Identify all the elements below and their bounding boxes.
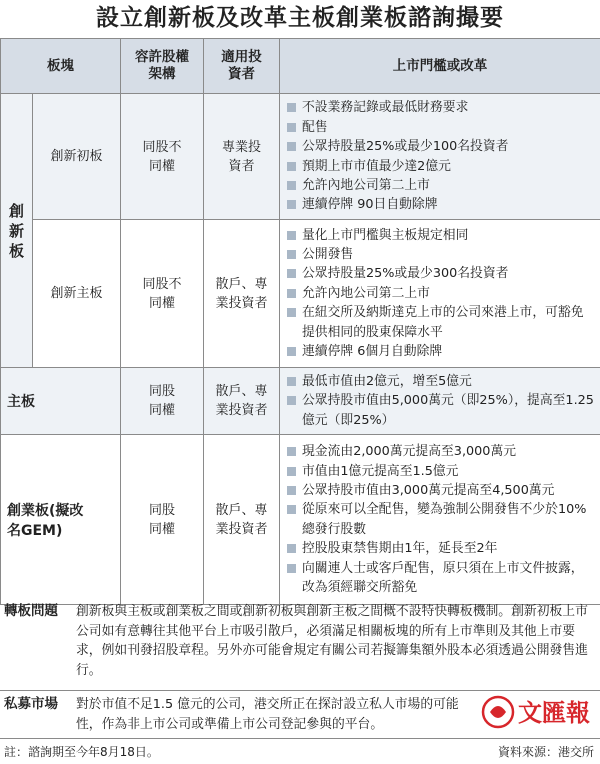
mainboard-reform [280, 368, 600, 435]
reform-item [286, 98, 594, 117]
reform-item [286, 391, 594, 430]
square-bullet-icon [287, 269, 296, 278]
reform-item-text: 量化上市門檻與主板規定相同 [302, 227, 469, 243]
square-bullet-icon [287, 142, 296, 151]
innovation-initial-reform [280, 94, 600, 220]
table-header-row [1, 39, 600, 94]
footer-source: 資料來源：港交所 [497, 745, 594, 759]
reform-item-text: 允許內地公司第二上市 [302, 285, 430, 301]
reform-item-text: 連續停牌 6個月自動除牌 [302, 344, 443, 360]
reform-item-text: 現金流由2,000萬元提高至3,000萬元 [302, 444, 517, 460]
table-row [1, 220, 600, 368]
square-bullet-icon [287, 162, 296, 171]
header-investors: 適用投資者 [204, 39, 280, 94]
reform-item [286, 226, 594, 245]
square-bullet-icon [287, 347, 296, 356]
header-reform: 上市門檻或改革 [280, 39, 600, 94]
logo-text: 文匯報 [518, 698, 590, 727]
reform-item [286, 303, 594, 342]
reform-item-text: 向關連人士或客戶配售，原只須在上市文件披露，改為須經聯交所豁免 [302, 560, 584, 595]
innovation-main-investors: 散戶、專業投資者 [204, 220, 280, 368]
transfer-label: 轉板問題 [4, 603, 58, 619]
reform-item [286, 137, 594, 156]
table-row [1, 368, 600, 435]
reform-item-text: 控股股東禁售期由1年，延長至2年 [302, 541, 498, 557]
reform-item [286, 559, 594, 598]
footer [0, 740, 600, 764]
mainboard-investors: 散戶、專業投資者 [204, 368, 280, 435]
page-title: 設立創新板及改革主板創業板諮詢撮要 [96, 5, 504, 31]
innovation-main-wvr: 同股不同權 [121, 220, 204, 368]
divider [0, 738, 600, 739]
square-bullet-icon [287, 544, 296, 553]
reform-list [280, 222, 600, 366]
reform-item-text: 不設業務記錄或最低財務要求 [302, 100, 469, 116]
square-bullet-icon [287, 123, 296, 132]
reform-item [286, 442, 594, 461]
header-wvr: 容許股權架構 [121, 39, 204, 94]
reform-item [286, 284, 594, 303]
private-text: 對於市值不足1.5 億元的公司，港交所正在探討設立私人市場的可能性，作為非上市公司或準備上市公司登記參與的平台。 [76, 697, 459, 732]
reform-item-text: 公眾持股市值由3,000萬元提高至4,500萬元 [302, 482, 555, 498]
private-label: 私募市場 [4, 696, 58, 712]
reform-item-text: 公眾持股量25%或最少100名投資者 [302, 139, 509, 155]
square-bullet-icon [287, 396, 296, 405]
square-bullet-icon [287, 308, 296, 317]
square-bullet-icon [287, 181, 296, 190]
header-board: 板塊 [1, 39, 121, 94]
reform-item [286, 157, 594, 176]
square-bullet-icon [287, 231, 296, 240]
reform-item-text: 公開發售 [302, 246, 354, 262]
table-row [1, 435, 600, 605]
reform-item-text: 最低市值由2億元，增至5億元 [302, 374, 472, 389]
square-bullet-icon [287, 200, 296, 209]
reform-item [286, 245, 594, 264]
square-bullet-icon [287, 377, 296, 386]
reform-item-text: 配售 [302, 119, 328, 135]
reform-item [286, 481, 594, 500]
square-bullet-icon [287, 103, 296, 112]
gem-investors: 散戶、專業投資者 [204, 435, 280, 605]
innovation-initial-wvr: 同股不同權 [121, 94, 204, 220]
gem-wvr: 同股同權 [121, 435, 204, 605]
reform-item [286, 176, 594, 195]
gem-reform [280, 435, 600, 605]
reform-list [280, 368, 600, 434]
innovation-board-label: 創新板 [1, 94, 33, 368]
divider [0, 690, 600, 691]
square-bullet-icon [287, 289, 296, 298]
footer-note: 註：諮詢期至今年8月18日。 [4, 745, 159, 759]
reform-item-text: 在紐交所及納斯達克上市的公司來港上市，可豁免提供相同的股東保障水平 [302, 305, 584, 340]
mainboard-wvr: 同股同權 [121, 368, 204, 435]
square-bullet-icon [287, 447, 296, 456]
reform-list [280, 438, 600, 601]
reform-item [286, 118, 594, 137]
reform-item [286, 195, 594, 214]
summary-table [0, 38, 600, 605]
transfer-text: 創新板與主板或創業板之間或創新初板與創新主板之間概不設特快轉板機制。創新初板上市公司如有意轉往其他平台上市吸引散戶，必須滿足相關板塊的所有上市準則及其他上市要求，例如刊發招股章程。另外亦可能會規定有關公司若擬籌集額外股本必須透過公開發售進行。 [76, 604, 588, 678]
reform-item-text: 市值由1億元提高至1.5億元 [302, 463, 459, 479]
reform-item-text: 連續停牌 90日自動除牌 [302, 197, 438, 213]
gem-label: 創業板(擬改名GEM) [1, 435, 121, 605]
reform-item [286, 264, 594, 283]
innovation-main-name: 創新主板 [33, 220, 121, 368]
square-bullet-icon [287, 564, 296, 573]
reform-item [286, 539, 594, 558]
square-bullet-icon [287, 250, 296, 259]
reform-item [286, 372, 594, 391]
innovation-initial-investors: 專業投資者 [204, 94, 280, 220]
square-bullet-icon [287, 486, 296, 495]
square-bullet-icon [287, 505, 296, 514]
table-row [1, 94, 600, 220]
reform-item-text: 預期上市市值最少達2億元 [302, 158, 451, 174]
innovation-main-reform [280, 220, 600, 368]
innovation-initial-name: 創新初板 [33, 94, 121, 220]
reform-item-text: 公眾持股量25%或最少300名投資者 [302, 266, 509, 282]
mainboard-label: 主板 [1, 368, 121, 435]
wenweipo-logo [480, 692, 590, 732]
reform-item-text: 公眾持股市值由5,000萬元（即25%），提高至1.25億元（即25%） [302, 393, 594, 428]
reform-item [286, 500, 594, 539]
reform-list [280, 94, 600, 218]
reform-item [286, 342, 594, 361]
square-bullet-icon [287, 467, 296, 476]
reform-item [286, 462, 594, 481]
reform-item-text: 從原來可以全配售，變為強制公開發售不少於10%總發行股數 [302, 502, 587, 537]
reform-item-text: 允許內地公司第二上市 [302, 177, 430, 193]
